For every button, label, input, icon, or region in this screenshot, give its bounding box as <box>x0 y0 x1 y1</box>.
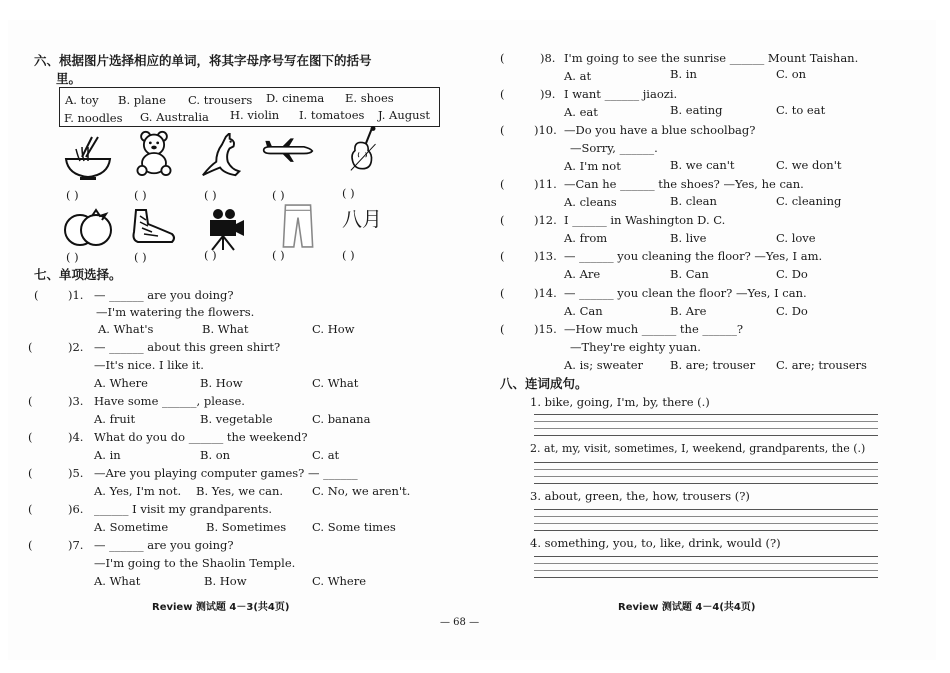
question-number: )10. <box>534 123 557 137</box>
answer-line[interactable] <box>534 428 878 429</box>
answer-paren-open[interactable]: ( <box>500 249 505 263</box>
option-b[interactable]: B. What <box>202 322 249 336</box>
answer-paren-open[interactable]: ( <box>28 538 33 552</box>
question-text: What do you do ______ the weekend? <box>94 430 308 444</box>
option-a[interactable]: A. eat <box>564 105 598 119</box>
question-number: )5. <box>68 466 84 480</box>
word-E: E. shoes <box>345 91 394 105</box>
option-a[interactable]: A. is; sweater <box>564 358 644 372</box>
option-b[interactable]: B. in <box>670 67 697 81</box>
option-a[interactable]: A. cleans <box>564 195 617 209</box>
option-c[interactable]: C. to eat <box>776 103 826 117</box>
question-number: )14. <box>534 286 557 300</box>
answer-line[interactable] <box>534 516 878 517</box>
option-a[interactable]: A. in <box>94 448 121 462</box>
option-c[interactable]: C. How <box>312 322 355 336</box>
tomatoes-icon <box>62 205 114 251</box>
section8-title: 八、连词成句。 <box>500 376 588 391</box>
option-c[interactable]: C. are; trousers <box>776 358 867 372</box>
question-text: —Are you playing computer games? — ______ <box>94 466 358 480</box>
sentence-prompt: 2. at, my, visit, sometimes, I, weekend, grandparents, the (.) <box>530 442 866 455</box>
question-text: — ______ are you going? <box>94 538 234 552</box>
word-H: H. violin <box>230 108 280 122</box>
airplane-icon <box>262 128 314 174</box>
option-c[interactable]: C. cleaning <box>776 194 842 208</box>
question-text: I ______ in Washington D. C. <box>564 213 726 227</box>
answer-paren-open[interactable]: ( <box>500 213 505 227</box>
question-text: —How much ______ the ______? <box>564 322 744 336</box>
option-b[interactable]: B. How <box>200 376 243 390</box>
section6-title-cont: 里。 <box>56 71 82 86</box>
answer-paren-open[interactable]: ( <box>500 286 505 300</box>
sentence-prompt: 1. bike, going, I'm, by, there (.) <box>530 395 710 409</box>
option-b[interactable]: B. are; trouser <box>670 358 756 372</box>
question-text-2: —It's nice. I like it. <box>94 358 204 372</box>
answer-paren-open[interactable]: ( <box>28 502 33 516</box>
option-b[interactable]: B. eating <box>670 103 723 117</box>
answer-paren-open[interactable]: ( <box>28 394 33 408</box>
sentence-prompt: 4. something, you, to, like, drink, would (?) <box>530 536 781 550</box>
option-a[interactable]: A. Are <box>564 267 601 281</box>
answer-line[interactable] <box>534 570 878 571</box>
question-text: I'm going to see the sunrise ______ Mount Taishan. <box>564 51 859 65</box>
question-text: — ______ you cleaning the floor? —Yes, I am. <box>564 249 823 263</box>
option-a[interactable]: A. fruit <box>94 412 136 426</box>
option-c[interactable]: C. Some times <box>312 520 396 534</box>
question-text: — ______ you clean the floor? —Yes, I can. <box>564 286 807 300</box>
question-number: )11. <box>534 177 557 191</box>
answer-paren[interactable]: ( ) <box>204 248 217 262</box>
question-text: —Do you have a blue schoolbag? <box>564 123 756 137</box>
question-number: )4. <box>68 430 84 444</box>
teddy-bear-icon <box>128 130 180 176</box>
answer-paren[interactable]: ( ) <box>204 188 217 202</box>
answer-paren-open[interactable]: ( <box>500 123 505 137</box>
option-a[interactable]: A. I'm not <box>564 159 621 173</box>
question-number: )7. <box>68 538 84 552</box>
option-a[interactable]: A. from <box>564 231 608 245</box>
answer-line[interactable] <box>534 469 878 470</box>
option-a[interactable]: A. What <box>94 574 141 588</box>
answer-paren[interactable]: ( ) <box>66 188 79 202</box>
question-number: )13. <box>534 249 557 263</box>
sentence-prompt: 3. about, green, the, how, trousers (?) <box>530 489 750 503</box>
word-J: J. August <box>378 108 431 122</box>
violin-icon <box>338 126 390 172</box>
answer-line[interactable] <box>534 577 878 578</box>
option-b[interactable]: B. Sometimes <box>206 520 287 534</box>
trousers-icon <box>272 203 324 249</box>
answer-line[interactable] <box>534 414 878 415</box>
option-b[interactable]: B. on <box>200 448 231 462</box>
word-C: C. trousers <box>188 93 253 107</box>
answer-line[interactable] <box>534 435 878 436</box>
left-page-footer: Review 测试题 4－3(共4页) <box>152 602 290 613</box>
option-a[interactable]: A. Sometime <box>94 520 169 534</box>
answer-paren[interactable]: ( ) <box>66 250 79 264</box>
option-a[interactable]: A. Where <box>94 376 148 390</box>
option-b[interactable]: B. we can't <box>670 158 735 172</box>
question-text: — ______ about this green shirt? <box>94 340 281 354</box>
word-F: F. noodles <box>64 111 123 125</box>
answer-line[interactable] <box>534 556 878 557</box>
august-chinese: 八月 <box>342 207 382 231</box>
movie-camera-icon <box>200 207 252 253</box>
option-a[interactable]: A. Can <box>564 304 603 318</box>
answer-paren-open[interactable]: ( <box>500 322 505 336</box>
answer-line[interactable] <box>534 421 878 422</box>
option-b[interactable]: B. How <box>204 574 247 588</box>
answer-paren-open[interactable]: ( <box>500 87 505 101</box>
answer-paren[interactable]: ( ) <box>272 188 285 202</box>
answer-line[interactable] <box>534 509 878 510</box>
question-text: I want ______ jiaozi. <box>564 87 678 101</box>
question-number: )1. <box>68 288 84 302</box>
answer-paren-open[interactable]: ( <box>500 51 505 65</box>
answer-paren[interactable]: ( ) <box>342 186 355 200</box>
answer-paren-open[interactable]: ( <box>28 340 33 354</box>
option-b[interactable]: B. live <box>670 231 707 245</box>
answer-line[interactable] <box>534 523 878 524</box>
option-c[interactable]: C. Do <box>776 304 808 318</box>
right-page-footer: Review 测试题 4－4(共4页) <box>618 602 756 613</box>
option-c[interactable]: C. we don't <box>776 158 842 172</box>
question-text-2: —They're eighty yuan. <box>570 340 701 354</box>
option-c[interactable]: C. No, we aren't. <box>312 484 411 498</box>
answer-paren[interactable]: ( ) <box>134 188 147 202</box>
answer-paren[interactable]: ( ) <box>134 250 147 264</box>
option-c[interactable]: C. at <box>312 448 340 462</box>
answer-paren-open[interactable]: ( <box>500 177 505 191</box>
kangaroo-icon <box>196 133 248 179</box>
option-a[interactable]: A. What's <box>98 322 154 336</box>
question-number: )12. <box>534 213 557 227</box>
question-number: )2. <box>68 340 84 354</box>
question-text: Have some ______, please. <box>94 394 245 408</box>
option-b[interactable]: B. vegetable <box>200 412 273 426</box>
question-number: )8. <box>540 51 556 65</box>
word-A: A. toy <box>65 93 99 107</box>
option-c[interactable]: C. love <box>776 231 816 245</box>
option-b[interactable]: B. Are <box>670 304 707 318</box>
page-number: — 68 — <box>440 617 480 628</box>
option-c[interactable]: C. on <box>776 67 807 81</box>
option-c[interactable]: C. Do <box>776 267 808 281</box>
question-text: —Can he ______ the shoes? —Yes, he can. <box>564 177 804 191</box>
answer-paren-open[interactable]: ( <box>34 288 39 302</box>
question-text-2: —Sorry, ______. <box>570 141 658 155</box>
noodles-bowl-icon <box>62 135 114 181</box>
answer-line[interactable] <box>534 462 878 463</box>
question-text: ______ I visit my grandparents. <box>94 502 273 516</box>
section6-title: 六、根据图片选择相应的单词，将其字母序号写在图下的括号 <box>34 53 372 68</box>
answer-paren-open[interactable]: ( <box>28 430 33 444</box>
option-a[interactable]: A. Yes, I'm not. <box>94 484 182 498</box>
section7-title: 七、单项选择。 <box>34 267 122 282</box>
answer-paren[interactable]: ( ) <box>342 248 355 262</box>
shoes-icon <box>128 203 180 249</box>
question-number: )9. <box>540 87 556 101</box>
option-b[interactable]: B. Can <box>670 267 709 281</box>
answer-line[interactable] <box>534 476 878 477</box>
question-text-2: —I'm going to the Shaolin Temple. <box>94 556 296 570</box>
word-B: B. plane <box>118 93 166 107</box>
option-b[interactable]: B. clean <box>670 194 717 208</box>
question-number: )15. <box>534 322 557 336</box>
option-a[interactable]: A. at <box>564 69 592 83</box>
option-b[interactable]: B. Yes, we can. <box>196 484 284 498</box>
question-text: — ______ are you doing? <box>94 288 234 302</box>
answer-line[interactable] <box>534 530 878 531</box>
word-G: G. Australia <box>140 110 209 124</box>
question-text-2: —I'm watering the flowers. <box>96 305 255 319</box>
option-c[interactable]: C. banana <box>312 412 371 426</box>
word-I: I. tomatoes <box>299 108 365 122</box>
question-number: )3. <box>68 394 84 408</box>
word-D: D. cinema <box>266 91 325 105</box>
answer-paren-open[interactable]: ( <box>28 466 33 480</box>
answer-line[interactable] <box>534 563 878 564</box>
question-number: )6. <box>68 502 84 516</box>
answer-paren[interactable]: ( ) <box>272 248 285 262</box>
answer-line[interactable] <box>534 483 878 484</box>
option-c[interactable]: C. Where <box>312 574 367 588</box>
option-c[interactable]: C. What <box>312 376 359 390</box>
